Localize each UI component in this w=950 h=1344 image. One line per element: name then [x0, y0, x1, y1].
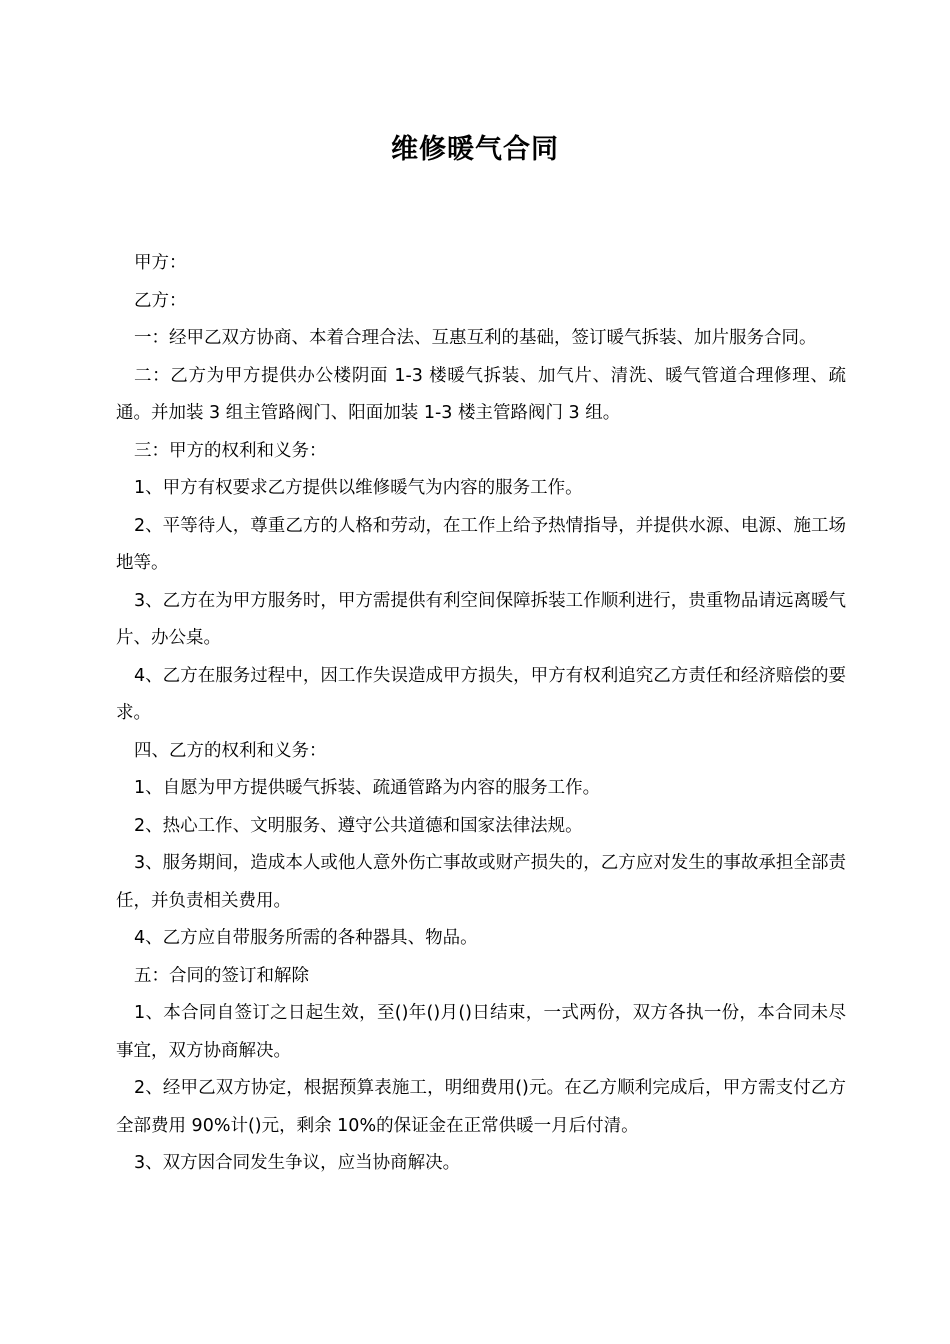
clause-2: 二：乙方为甲方提供办公楼阴面 1-3 楼暖气拆装、加气片、清洗、暖气管道合理修理、疏通。并加装 3 组主管路阀门、阳面加装 1-3 楼主管路阀门 3 组。: [116, 365, 846, 423]
party-a-item-3: 3、乙方在为甲方服务时，甲方需提供有利空间保障拆装工作顺利进行，贵重物品请远离暖气片、办公桌。: [116, 590, 846, 648]
party-b-line: 乙方：: [134, 290, 187, 311]
contract-item-1: 1、本合同自签订之日起生效，至()年()月()日结束，一式两份，双方各执一份，本合同未尽事宜，双方协商解决。: [116, 1003, 846, 1061]
party-a-item-2: 2、平等待人，尊重乙方的人格和劳动，在工作上给予热情指导，并提供水源、电源、施工场地等。: [116, 515, 846, 573]
party-a-item-1: 1、甲方有权要求乙方提供以维修暖气为内容的服务工作。: [134, 478, 583, 498]
contract-item-2: 2、经甲乙双方协定，根据预算表施工，明细费用()元。在乙方顺利完成后，甲方需支付乙方全部费用 90%计()元，剩余 10%的保证金在正常供暖一月后付清。: [116, 1078, 846, 1136]
party-b-item-4: 4、乙方应自带服务所需的各种器具、物品。: [134, 928, 478, 948]
party-a-line: 甲方：: [134, 253, 187, 273]
party-b-item-1: 1、自愿为甲方提供暖气拆装、疏通管路为内容的服务工作。: [134, 778, 601, 798]
document-body: [116, 245, 846, 1183]
contract-item-3: 3、双方因合同发生争议，应当协商解决。: [134, 1153, 461, 1173]
section-heading-party-a-rights: 三：甲方的权利和义务：: [134, 440, 327, 461]
document-title: 维修暖气合同: [391, 134, 559, 165]
clause-1: 一：经甲乙双方协商、本着合理合法、互惠互利的基础，签订暖气拆装、加片服务合同。: [134, 328, 817, 348]
section-heading-contract-terms: 五：合同的签订和解除: [134, 965, 309, 986]
party-b-item-3: 3、服务期间，造成本人或他人意外伤亡事故或财产损失的，乙方应对发生的事故承担全部责任，并负责相关费用。: [116, 853, 846, 911]
party-b-item-2: 2、热心工作、文明服务、遵守公共道德和国家法律法规。: [134, 815, 583, 836]
section-heading-party-b-rights: 四、乙方的权利和义务：: [134, 740, 327, 761]
party-a-item-4: 4、乙方在服务过程中，因工作失误造成甲方损失，甲方有权利追究乙方责任和经济赔偿的要求。: [116, 665, 846, 723]
